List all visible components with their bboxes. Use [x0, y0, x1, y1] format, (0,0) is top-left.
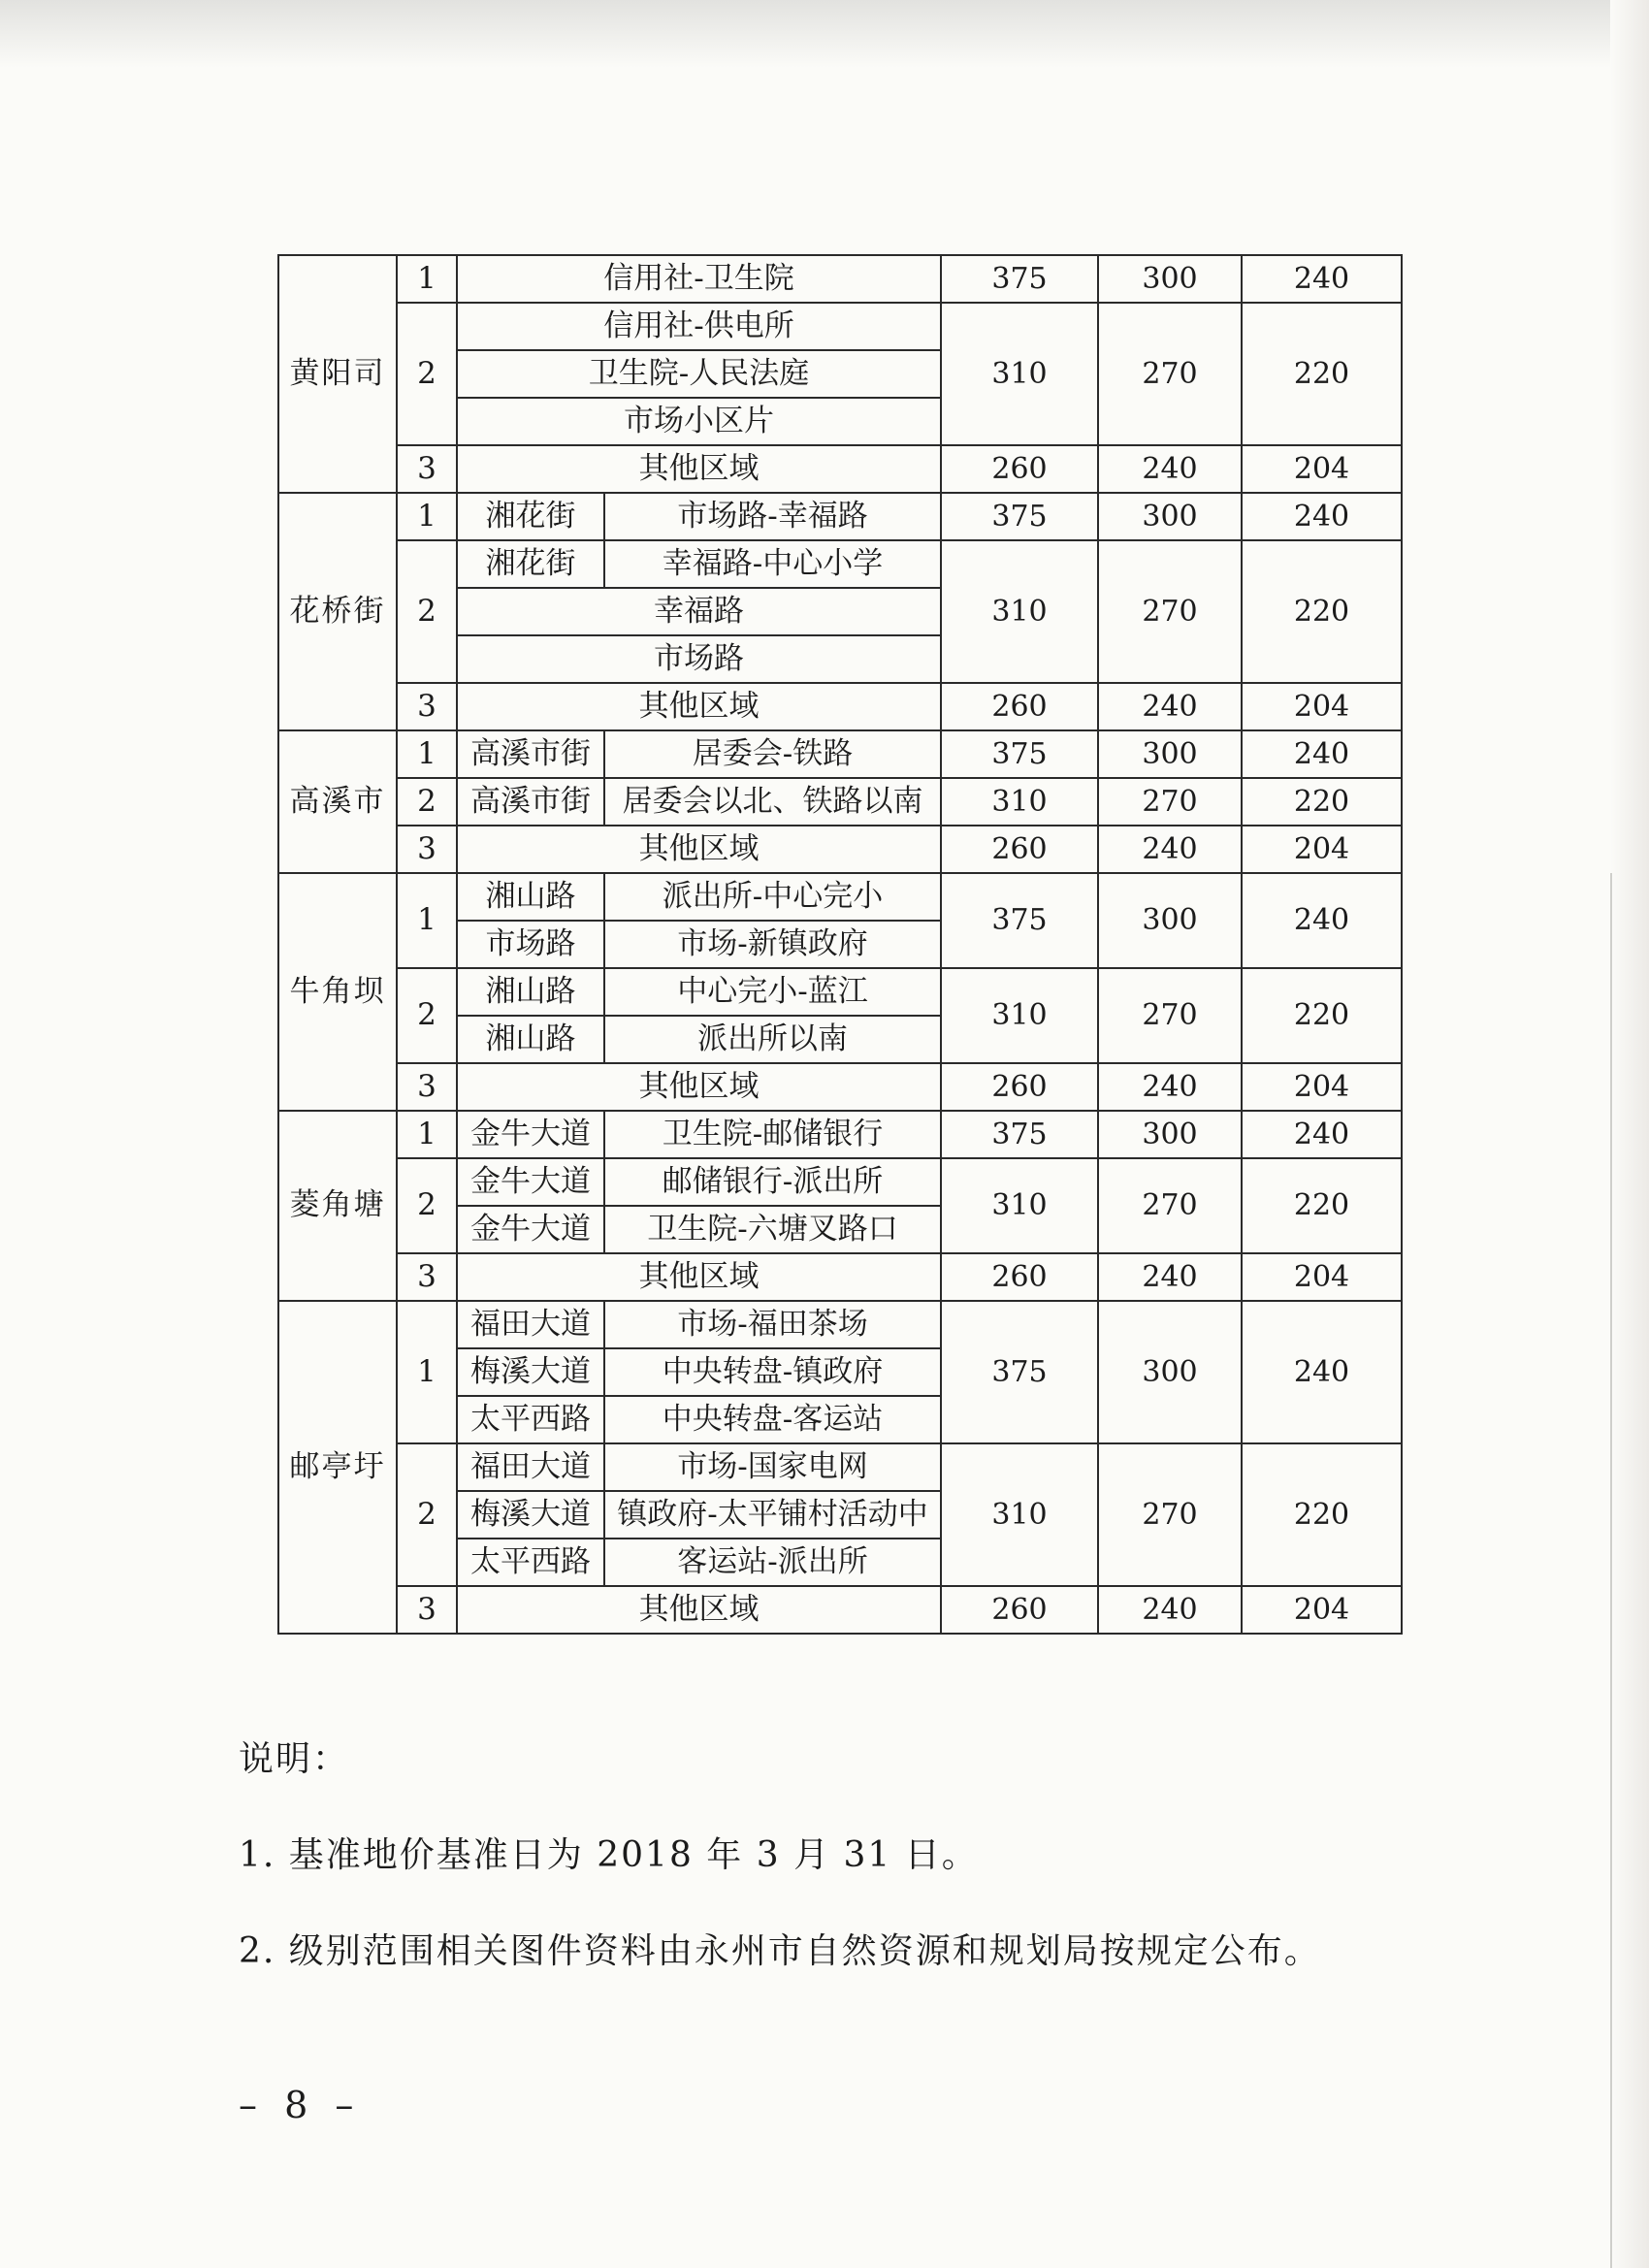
page-number: – 8 – — [239, 2084, 362, 2126]
price-cell: 375 — [941, 1111, 1098, 1158]
price-cell: 260 — [941, 1253, 1098, 1301]
price-cell: 220 — [1242, 778, 1402, 826]
price-cell: 204 — [1242, 683, 1402, 730]
price-cell: 204 — [1242, 1586, 1402, 1634]
price-cell: 310 — [941, 778, 1098, 826]
table-row — [278, 778, 1402, 826]
area-cell: 镇政府-太平铺村活动中 — [604, 1491, 941, 1539]
price-cell: 220 — [1242, 303, 1402, 445]
price-cell: 270 — [1098, 968, 1242, 1063]
grade-cell: 3 — [397, 445, 457, 493]
price-cell: 260 — [941, 445, 1098, 493]
area-cell: 市场-国家电网 — [604, 1443, 941, 1491]
street-cell: 湘花街 — [457, 493, 604, 540]
area-cell: 居委会以北、铁路以南 — [604, 778, 941, 826]
price-cell: 300 — [1098, 873, 1242, 968]
town-cell: 邮亭圩 — [278, 1301, 397, 1634]
price-cell: 375 — [941, 1301, 1098, 1443]
price-cell: 260 — [941, 683, 1098, 730]
price-cell: 300 — [1098, 1301, 1242, 1443]
area-cell: 市场路 — [457, 635, 941, 683]
table-row — [278, 1158, 1402, 1206]
grade-cell: 1 — [397, 873, 457, 968]
price-cell: 375 — [941, 873, 1098, 968]
town-cell: 花桥街 — [278, 493, 397, 730]
price-cell: 220 — [1242, 1158, 1402, 1253]
price-cell: 270 — [1098, 1443, 1242, 1586]
price-cell: 375 — [941, 493, 1098, 540]
price-cell: 310 — [941, 303, 1098, 445]
grade-cell: 1 — [397, 730, 457, 778]
price-cell: 375 — [941, 730, 1098, 778]
area-cell: 中央转盘-客运站 — [604, 1396, 941, 1443]
price-cell: 220 — [1242, 968, 1402, 1063]
notes-heading: 说明： — [239, 1739, 350, 1779]
area-cell: 邮储银行-派出所 — [604, 1158, 941, 1206]
price-cell: 204 — [1242, 1253, 1402, 1301]
area-cell: 其他区域 — [457, 1253, 941, 1301]
area-cell: 派出所-中心完小 — [604, 873, 941, 921]
town-cell: 高溪市 — [278, 730, 397, 873]
town-cell: 牛角坝 — [278, 873, 397, 1111]
area-cell: 其他区域 — [457, 445, 941, 493]
area-cell: 派出所以南 — [604, 1016, 941, 1063]
grade-cell: 2 — [397, 1443, 457, 1586]
price-cell: 270 — [1098, 540, 1242, 683]
table-row — [278, 1063, 1402, 1111]
street-cell: 太平西路 — [457, 1396, 604, 1443]
area-cell: 市场路-幸福路 — [604, 493, 941, 540]
street-cell: 高溪市街 — [457, 730, 604, 778]
price-cell: 270 — [1098, 1158, 1242, 1253]
price-cell: 220 — [1242, 540, 1402, 683]
table-row — [278, 255, 1402, 303]
grade-cell: 1 — [397, 493, 457, 540]
street-cell: 高溪市街 — [457, 778, 604, 826]
street-cell: 太平西路 — [457, 1539, 604, 1586]
street-cell: 金牛大道 — [457, 1111, 604, 1158]
area-cell: 居委会-铁路 — [604, 730, 941, 778]
price-cell: 240 — [1098, 1063, 1242, 1111]
price-cell: 310 — [941, 968, 1098, 1063]
note-item: 2. 级别范围相关图件资料由永州市自然资源和规划局按规定公布。 — [239, 1931, 1321, 1971]
price-cell: 240 — [1242, 1301, 1402, 1443]
grade-cell: 2 — [397, 968, 457, 1063]
price-cell: 240 — [1098, 1586, 1242, 1634]
price-cell: 300 — [1098, 1111, 1242, 1158]
grade-cell: 3 — [397, 1253, 457, 1301]
table-row — [278, 493, 1402, 540]
note-item: 1. 基准地价基准日为 2018 年 3 月 31 日。 — [239, 1835, 979, 1875]
price-cell: 270 — [1098, 303, 1242, 445]
area-cell: 其他区域 — [457, 1063, 941, 1111]
price-cell: 310 — [941, 1158, 1098, 1253]
area-cell: 信用社-卫生院 — [457, 255, 941, 303]
area-cell: 市场-新镇政府 — [604, 921, 941, 968]
table-row — [278, 826, 1402, 873]
price-cell: 260 — [941, 1586, 1098, 1634]
land-price-table — [277, 254, 1403, 1635]
grade-cell: 1 — [397, 255, 457, 303]
grade-cell: 1 — [397, 1111, 457, 1158]
area-cell: 市场小区片 — [457, 398, 941, 445]
price-cell: 300 — [1098, 255, 1242, 303]
street-cell: 福田大道 — [457, 1301, 604, 1348]
grade-cell: 2 — [397, 540, 457, 683]
price-cell: 240 — [1242, 730, 1402, 778]
table-row — [278, 873, 1402, 921]
area-cell: 其他区域 — [457, 826, 941, 873]
area-cell: 卫生院-人民法庭 — [457, 350, 941, 398]
price-cell: 204 — [1242, 1063, 1402, 1111]
table-row — [278, 1443, 1402, 1491]
grade-cell: 3 — [397, 1063, 457, 1111]
price-cell: 260 — [941, 826, 1098, 873]
scan-edge-line — [1610, 873, 1612, 2268]
price-cell: 220 — [1242, 1443, 1402, 1586]
street-cell: 湘山路 — [457, 1016, 604, 1063]
scan-shadow-right — [1610, 0, 1649, 2268]
table-row — [278, 1586, 1402, 1634]
street-cell: 金牛大道 — [457, 1158, 604, 1206]
area-cell: 其他区域 — [457, 1586, 941, 1634]
price-cell: 204 — [1242, 826, 1402, 873]
street-cell: 湘山路 — [457, 968, 604, 1016]
area-cell: 卫生院-六塘叉路口 — [604, 1206, 941, 1253]
price-cell: 240 — [1098, 445, 1242, 493]
price-cell: 240 — [1098, 1253, 1242, 1301]
area-cell: 卫生院-邮储银行 — [604, 1111, 941, 1158]
grade-cell: 3 — [397, 1586, 457, 1634]
street-cell: 金牛大道 — [457, 1206, 604, 1253]
area-cell: 市场-福田茶场 — [604, 1301, 941, 1348]
table-row — [278, 968, 1402, 1016]
grade-cell: 1 — [397, 1301, 457, 1443]
street-cell: 市场路 — [457, 921, 604, 968]
price-cell: 270 — [1098, 778, 1242, 826]
price-cell: 375 — [941, 255, 1098, 303]
price-cell: 240 — [1242, 873, 1402, 968]
price-cell: 240 — [1242, 493, 1402, 540]
area-cell: 幸福路 — [457, 588, 941, 635]
price-cell: 204 — [1242, 445, 1402, 493]
table-row — [278, 303, 1402, 350]
grade-cell: 2 — [397, 1158, 457, 1253]
street-cell: 湘山路 — [457, 873, 604, 921]
grade-cell: 2 — [397, 303, 457, 445]
area-cell: 幸福路-中心小学 — [604, 540, 941, 588]
price-cell: 310 — [941, 1443, 1098, 1586]
town-cell: 黄阳司 — [278, 255, 397, 493]
table-row — [278, 1253, 1402, 1301]
price-cell: 240 — [1242, 1111, 1402, 1158]
table-row — [278, 683, 1402, 730]
area-cell: 中央转盘-镇政府 — [604, 1348, 941, 1396]
notes-section — [239, 1732, 1321, 2020]
scan-shadow-top — [0, 0, 1649, 68]
table-row — [278, 540, 1402, 588]
street-cell: 梅溪大道 — [457, 1348, 604, 1396]
table-row — [278, 1111, 1402, 1158]
price-cell: 300 — [1098, 493, 1242, 540]
grade-cell: 3 — [397, 826, 457, 873]
price-cell: 310 — [941, 540, 1098, 683]
grade-cell: 3 — [397, 683, 457, 730]
area-cell: 中心完小-蓝江 — [604, 968, 941, 1016]
price-cell: 240 — [1098, 683, 1242, 730]
table-row — [278, 730, 1402, 778]
area-cell: 客运站-派出所 — [604, 1539, 941, 1586]
table-row — [278, 1301, 1402, 1348]
price-cell: 260 — [941, 1063, 1098, 1111]
town-cell: 菱角塘 — [278, 1111, 397, 1301]
area-cell: 信用社-供电所 — [457, 303, 941, 350]
table-row — [278, 445, 1402, 493]
price-cell: 240 — [1242, 255, 1402, 303]
price-cell: 300 — [1098, 730, 1242, 778]
grade-cell: 2 — [397, 778, 457, 826]
street-cell: 福田大道 — [457, 1443, 604, 1491]
price-cell: 240 — [1098, 826, 1242, 873]
street-cell: 梅溪大道 — [457, 1491, 604, 1539]
street-cell: 湘花街 — [457, 540, 604, 588]
area-cell: 其他区域 — [457, 683, 941, 730]
